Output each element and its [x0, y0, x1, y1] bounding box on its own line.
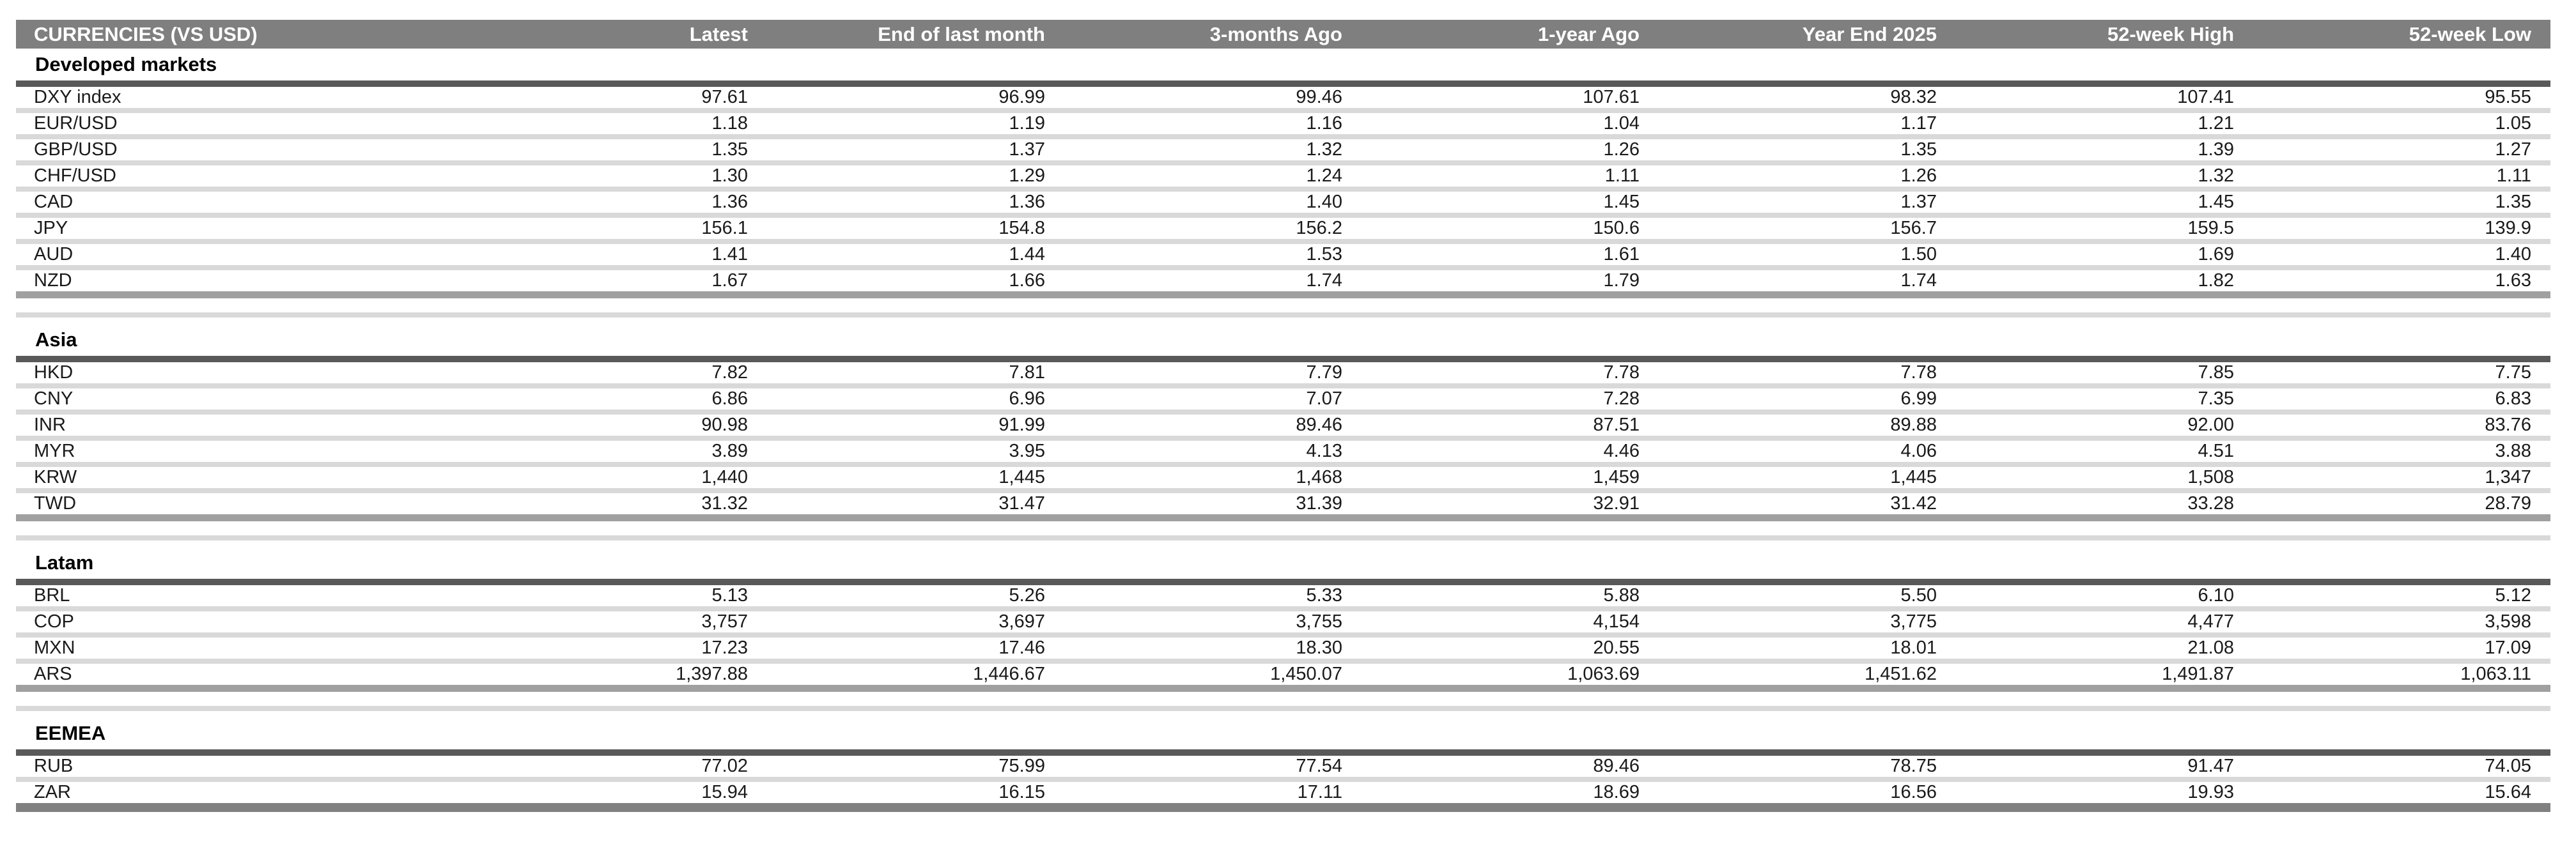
cell-value: 5.88	[1603, 585, 1640, 606]
row-label: JPY	[34, 218, 68, 238]
row-separator	[16, 239, 2550, 244]
cell-value: 1.35	[1900, 139, 1937, 160]
cell-value: 17.09	[2485, 638, 2531, 658]
row-separator	[16, 606, 2550, 611]
cell-value: 1.61	[1603, 244, 1640, 264]
cell-value: 18.69	[1593, 782, 1640, 802]
section-gap-rule	[16, 312, 2550, 318]
table-row	[16, 244, 2550, 265]
table-row	[16, 192, 2550, 213]
cell-value: 3,775	[1890, 611, 1937, 632]
cell-value: 5.26	[1009, 585, 1045, 606]
cell-value: 87.51	[1593, 415, 1640, 435]
cell-value: 19.93	[2187, 782, 2234, 802]
currencies-table	[16, 20, 2550, 812]
cell-value: 1.29	[1009, 165, 1045, 186]
section-gap	[16, 521, 2550, 535]
table-body	[16, 49, 2550, 812]
cell-value: 3.88	[2495, 441, 2531, 461]
table-row	[16, 165, 2550, 187]
table-row	[16, 585, 2550, 606]
cell-value: 92.00	[2187, 415, 2234, 435]
cell-value: 1.11	[2496, 165, 2531, 186]
cell-value: 1.45	[2198, 192, 2234, 212]
section	[16, 49, 2550, 298]
cell-value: 1,397.88	[676, 664, 748, 684]
cell-value: 98.32	[1890, 87, 1937, 107]
cell-value: 83.76	[2485, 415, 2531, 435]
row-separator	[16, 410, 2550, 415]
row-separator	[16, 213, 2550, 218]
table-row	[16, 638, 2550, 659]
cell-value: 1.30	[711, 165, 748, 186]
section-gap	[16, 298, 2550, 312]
section-end-divider	[16, 291, 2550, 298]
cell-value: 6.96	[1009, 388, 1045, 409]
cell-value: 1.32	[2198, 165, 2234, 186]
cell-value: 1.21	[2198, 113, 2234, 134]
cell-value: 31.39	[1296, 493, 1342, 514]
row-label: BRL	[34, 585, 70, 606]
row-label: AUD	[34, 244, 74, 264]
row-label: CAD	[34, 192, 74, 212]
cell-value: 1.40	[1306, 192, 1342, 212]
row-label: HKD	[34, 362, 74, 383]
cell-value: 4.13	[1306, 441, 1342, 461]
table-row	[16, 664, 2550, 685]
cell-value: 1,063.11	[2460, 664, 2531, 684]
section	[16, 717, 2550, 812]
cell-value: 33.28	[2187, 493, 2234, 514]
cell-value: 4.06	[1900, 441, 1937, 461]
row-label: MYR	[34, 441, 75, 461]
cell-value: 1,446.67	[973, 664, 1045, 684]
section-gap-rule	[16, 535, 2550, 540]
column-header: 1-year Ago	[1537, 22, 1640, 45]
cell-value: 1.36	[1009, 192, 1045, 212]
cell-value: 20.55	[1593, 638, 1640, 658]
table-row	[16, 467, 2550, 488]
section-title-divider	[16, 749, 2550, 756]
column-header: 3-months Ago	[1209, 22, 1342, 45]
table-row	[16, 362, 2550, 383]
cell-value: 78.75	[1890, 756, 1937, 776]
table-row	[16, 218, 2550, 239]
cell-value: 15.64	[2485, 782, 2531, 802]
row-separator	[16, 383, 2550, 388]
row-label: EUR/USD	[34, 113, 118, 134]
cell-value: 1,440	[701, 467, 748, 487]
cell-value: 7.82	[711, 362, 748, 383]
cell-value: 1.63	[2495, 270, 2531, 291]
cell-value: 5.33	[1306, 585, 1342, 606]
table-row	[16, 611, 2550, 632]
cell-value: 16.56	[1890, 782, 1937, 802]
table-bottom-border	[16, 803, 2550, 812]
section-title: Latam	[35, 551, 94, 574]
section-title: Developed markets	[35, 53, 217, 75]
section-gap-rule	[16, 706, 2550, 711]
row-label: TWD	[34, 493, 77, 514]
cell-value: 1.19	[1009, 113, 1045, 134]
section-title-divider	[16, 80, 2550, 87]
row-label: CNY	[34, 388, 74, 409]
cell-value: 3,598	[2485, 611, 2531, 632]
cell-value: 1.45	[1603, 192, 1640, 212]
cell-value: 139.9	[2485, 218, 2531, 238]
section-gap	[16, 318, 2550, 324]
section-title-divider	[16, 579, 2550, 585]
cell-value: 97.61	[701, 87, 748, 107]
cell-value: 89.46	[1296, 415, 1342, 435]
cell-value: 18.30	[1296, 638, 1342, 658]
cell-value: 91.47	[2187, 756, 2234, 776]
cell-value: 7.35	[2198, 388, 2234, 409]
cell-value: 3.89	[711, 441, 748, 461]
column-header-currencies: CURRENCIES (VS USD)	[34, 22, 258, 45]
row-label: GBP/USD	[34, 139, 118, 160]
cell-value: 17.23	[701, 638, 748, 658]
cell-value: 6.10	[2198, 585, 2234, 606]
cell-value: 77.02	[701, 756, 748, 776]
row-separator	[16, 659, 2550, 664]
cell-value: 3,697	[998, 611, 1045, 632]
cell-value: 7.28	[1603, 388, 1640, 409]
column-header: Year End 2025	[1802, 22, 1937, 45]
cell-value: 1.35	[2495, 192, 2531, 212]
cell-value: 1.82	[2198, 270, 2234, 291]
table-row	[16, 113, 2550, 134]
row-label: NZD	[34, 270, 72, 291]
section-title: EEMEA	[35, 722, 106, 744]
cell-value: 6.99	[1900, 388, 1937, 409]
row-separator	[16, 108, 2550, 113]
cell-value: 32.91	[1593, 493, 1640, 514]
row-separator	[16, 436, 2550, 441]
cell-value: 17.46	[998, 638, 1045, 658]
cell-value: 89.88	[1890, 415, 1937, 435]
cell-value: 1.37	[1009, 139, 1045, 160]
cell-value: 1,451.62	[1865, 664, 1937, 684]
cell-value: 7.85	[2198, 362, 2234, 383]
cell-value: 1,468	[1296, 467, 1342, 487]
cell-value: 1.40	[2495, 244, 2531, 264]
table-row	[16, 415, 2550, 436]
cell-value: 1.67	[711, 270, 748, 291]
cell-value: 1,445	[1890, 467, 1937, 487]
cell-value: 1.74	[1900, 270, 1937, 291]
row-separator	[16, 632, 2550, 638]
cell-value: 3,757	[701, 611, 748, 632]
section-gap	[16, 711, 2550, 717]
table-row	[16, 441, 2550, 462]
table-row	[16, 756, 2550, 777]
row-label: MXN	[34, 638, 75, 658]
cell-value: 1,445	[998, 467, 1045, 487]
cell-value: 75.99	[998, 756, 1045, 776]
cell-value: 1.53	[1306, 244, 1342, 264]
cell-value: 1.04	[1603, 113, 1640, 134]
cell-value: 156.1	[701, 218, 748, 238]
cell-value: 1.32	[1306, 139, 1342, 160]
table-row	[16, 493, 2550, 514]
cell-value: 31.32	[701, 493, 748, 514]
cell-value: 77.54	[1296, 756, 1342, 776]
row-label: ZAR	[34, 782, 71, 802]
cell-value: 1.79	[1603, 270, 1640, 291]
section-gap	[16, 540, 2550, 547]
cell-value: 89.46	[1593, 756, 1640, 776]
column-header: End of last month	[878, 22, 1045, 45]
cell-value: 17.11	[1297, 782, 1342, 802]
cell-value: 74.05	[2485, 756, 2531, 776]
cell-value: 4.51	[2198, 441, 2234, 461]
row-label: RUB	[34, 756, 74, 776]
cell-value: 1.18	[711, 113, 748, 134]
cell-value: 1,347	[2485, 467, 2531, 487]
section	[16, 324, 2550, 521]
cell-value: 1.26	[1603, 139, 1640, 160]
section-end-divider	[16, 514, 2550, 521]
cell-value: 6.86	[711, 388, 748, 409]
cell-value: 7.81	[1009, 362, 1045, 383]
cell-value: 156.2	[1296, 218, 1342, 238]
cell-value: 150.6	[1593, 218, 1640, 238]
cell-value: 1.37	[1900, 192, 1937, 212]
row-separator	[16, 265, 2550, 270]
cell-value: 1.17	[1900, 113, 1937, 134]
cell-value: 5.13	[711, 585, 748, 606]
cell-value: 7.78	[1603, 362, 1640, 383]
cell-value: 1.39	[2198, 139, 2234, 160]
table-row	[16, 270, 2550, 291]
cell-value: 1.27	[2495, 139, 2531, 160]
cell-value: 3,755	[1296, 611, 1342, 632]
cell-value: 7.75	[2495, 362, 2531, 383]
cell-value: 18.01	[1890, 638, 1937, 658]
cell-value: 1.24	[1306, 165, 1342, 186]
column-header: 52-week High	[2107, 22, 2234, 45]
cell-value: 1.26	[1900, 165, 1937, 186]
cell-value: 15.94	[701, 782, 748, 802]
cell-value: 1.69	[2198, 244, 2234, 264]
cell-value: 1.44	[1009, 244, 1045, 264]
table-row	[16, 782, 2550, 803]
cell-value: 7.78	[1900, 362, 1937, 383]
cell-value: 154.8	[998, 218, 1045, 238]
cell-value: 1,450.07	[1270, 664, 1342, 684]
row-label: KRW	[34, 467, 77, 487]
cell-value: 3.95	[1009, 441, 1045, 461]
cell-value: 5.50	[1900, 585, 1937, 606]
table-row	[16, 388, 2550, 410]
cell-value: 21.08	[2187, 638, 2234, 658]
cell-value: 91.99	[998, 415, 1045, 435]
cell-value: 90.98	[701, 415, 748, 435]
cell-value: 4.46	[1603, 441, 1640, 461]
cell-value: 1.05	[2495, 113, 2531, 134]
cell-value: 107.41	[2177, 87, 2234, 107]
row-separator	[16, 462, 2550, 467]
cell-value: 6.83	[2495, 388, 2531, 409]
cell-value: 31.42	[1890, 493, 1937, 514]
row-label: CHF/USD	[34, 165, 116, 186]
cell-value: 99.46	[1296, 87, 1342, 107]
row-label: INR	[34, 415, 66, 435]
cell-value: 107.61	[1583, 87, 1640, 107]
cell-value: 31.47	[998, 493, 1045, 514]
table-row	[16, 87, 2550, 108]
column-header: Latest	[689, 22, 748, 45]
cell-value: 28.79	[2485, 493, 2531, 514]
cell-value: 1.16	[1306, 113, 1342, 134]
column-header: 52-week Low	[2409, 22, 2531, 45]
row-separator	[16, 134, 2550, 139]
table-header-row	[16, 20, 2550, 49]
cell-value: 1.41	[711, 244, 748, 264]
section-end-divider	[16, 685, 2550, 692]
cell-value: 7.07	[1306, 388, 1342, 409]
row-separator	[16, 187, 2550, 192]
cell-value: 1.35	[711, 139, 748, 160]
cell-value: 4,154	[1593, 611, 1640, 632]
section-title: Asia	[35, 328, 77, 351]
cell-value: 1,063.69	[1567, 664, 1640, 684]
row-label: ARS	[34, 664, 72, 684]
section-gap	[16, 692, 2550, 706]
row-separator	[16, 488, 2550, 493]
row-label: COP	[34, 611, 74, 632]
cell-value: 1,459	[1593, 467, 1640, 487]
cell-value: 5.12	[2495, 585, 2531, 606]
cell-value: 1.11	[1604, 165, 1640, 186]
cell-value: 1,508	[2187, 467, 2234, 487]
cell-value: 96.99	[998, 87, 1045, 107]
cell-value: 16.15	[998, 782, 1045, 802]
cell-value: 95.55	[2485, 87, 2531, 107]
cell-value: 159.5	[2187, 218, 2234, 238]
table-row	[16, 139, 2550, 160]
cell-value: 1.74	[1306, 270, 1342, 291]
cell-value: 1.66	[1009, 270, 1045, 291]
cell-value: 1,491.87	[2162, 664, 2234, 684]
cell-value: 1.36	[711, 192, 748, 212]
row-separator	[16, 160, 2550, 165]
cell-value: 4,477	[2187, 611, 2234, 632]
row-label: DXY index	[34, 87, 121, 107]
cell-value: 156.7	[1890, 218, 1937, 238]
cell-value: 1.50	[1900, 244, 1937, 264]
section	[16, 547, 2550, 692]
row-separator	[16, 777, 2550, 782]
section-title-divider	[16, 356, 2550, 362]
cell-value: 7.79	[1306, 362, 1342, 383]
